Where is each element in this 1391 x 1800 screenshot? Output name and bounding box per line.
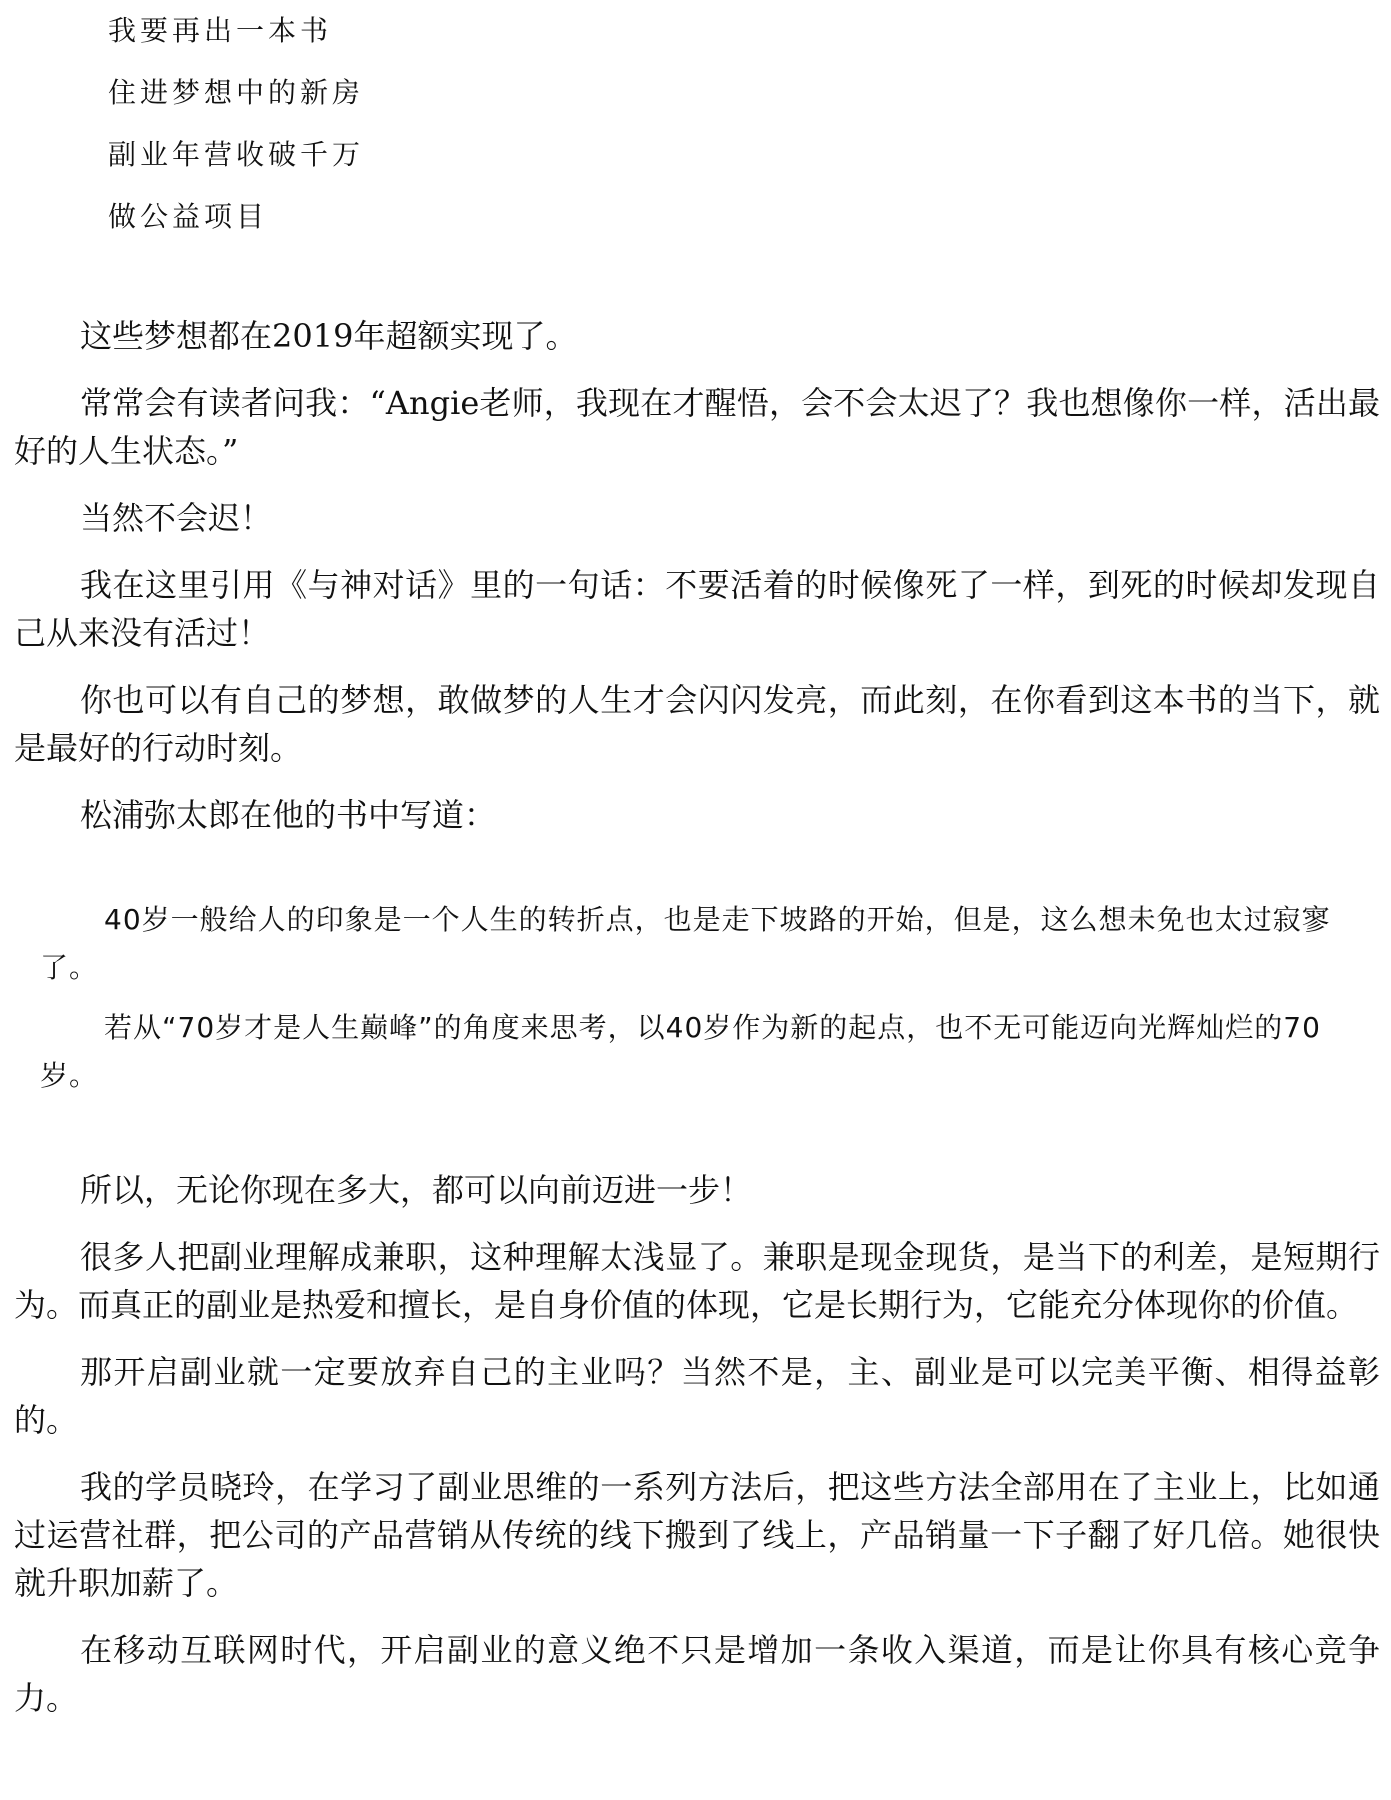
quote-paragraph: 40岁一般给人的印象是一个人生的转折点，也是走下坡路的开始，但是，这么想未免也太过寂寥了。 xyxy=(40,903,1331,984)
body-paragraph: 我的学员晓玲，在学习了副业思维的一系列方法后，把这些方法全部用在了主业上，比如通过运营社群，把公司的产品营销从传统的线下搬到了线上，产品销量一下子翻了好几倍。她很快就升职加薪了。 xyxy=(14,1468,1380,1602)
dream-list xyxy=(108,0,364,248)
body-paragraph: 很多人把副业理解成兼职，这种理解太浅显了。兼职是现金现货，是当下的利差，是短期行为。而真正的副业是热爱和擅长，是自身价值的体现，它是长期行为，它能充分体现你的价值。 xyxy=(14,1238,1380,1324)
dream-list-item: 副业年营收破千万 xyxy=(108,138,365,171)
dream-list-item: 做公益项目 xyxy=(108,200,269,233)
body-paragraph: 你也可以有自己的梦想，敢做梦的人生才会闪闪发亮，而此刻，在你看到这本书的当下，就是最好的行动时刻。 xyxy=(14,681,1380,767)
body-paragraph: 松浦弥太郎在他的书中写道： xyxy=(80,796,497,834)
block-quote xyxy=(40,896,1340,1112)
dream-list-item: 住进梦想中的新房 xyxy=(108,76,365,109)
dream-list-item: 我要再出一本书 xyxy=(108,14,333,47)
body-paragraph: 这些梦想都在2019年超额实现了。 xyxy=(80,317,578,355)
body-paragraph: 当然不会迟！ xyxy=(80,499,273,537)
quote-paragraph: 若从“70岁才是人生巅峰”的角度来思考，以40岁作为新的起点，也不无可能迈向光辉灿烂的70岁。 xyxy=(40,1011,1321,1092)
body-paragraph: 所以，无论你现在多大，都可以向前迈进一步！ xyxy=(80,1171,753,1209)
body-paragraph: 常常会有读者问我：“Angie老师，我现在才醒悟，会不会太迟了？我也想像你一样，活出最好的人生状态。” xyxy=(14,384,1380,470)
body-paragraph: 我在这里引用《与神对话》里的一句话：不要活着的时候像死了一样，到死的时候却发现自己从来没有活过！ xyxy=(14,566,1380,652)
body-section-2 xyxy=(14,1166,1380,1741)
body-section-1 xyxy=(14,312,1380,858)
body-paragraph: 在移动互联网时代，开启副业的意义绝不只是增加一条收入渠道，而是让你具有核心竞争力。 xyxy=(14,1631,1380,1717)
body-paragraph: 那开启副业就一定要放弃自己的主业吗？当然不是，主、副业是可以完美平衡、相得益彰的。 xyxy=(14,1353,1380,1439)
